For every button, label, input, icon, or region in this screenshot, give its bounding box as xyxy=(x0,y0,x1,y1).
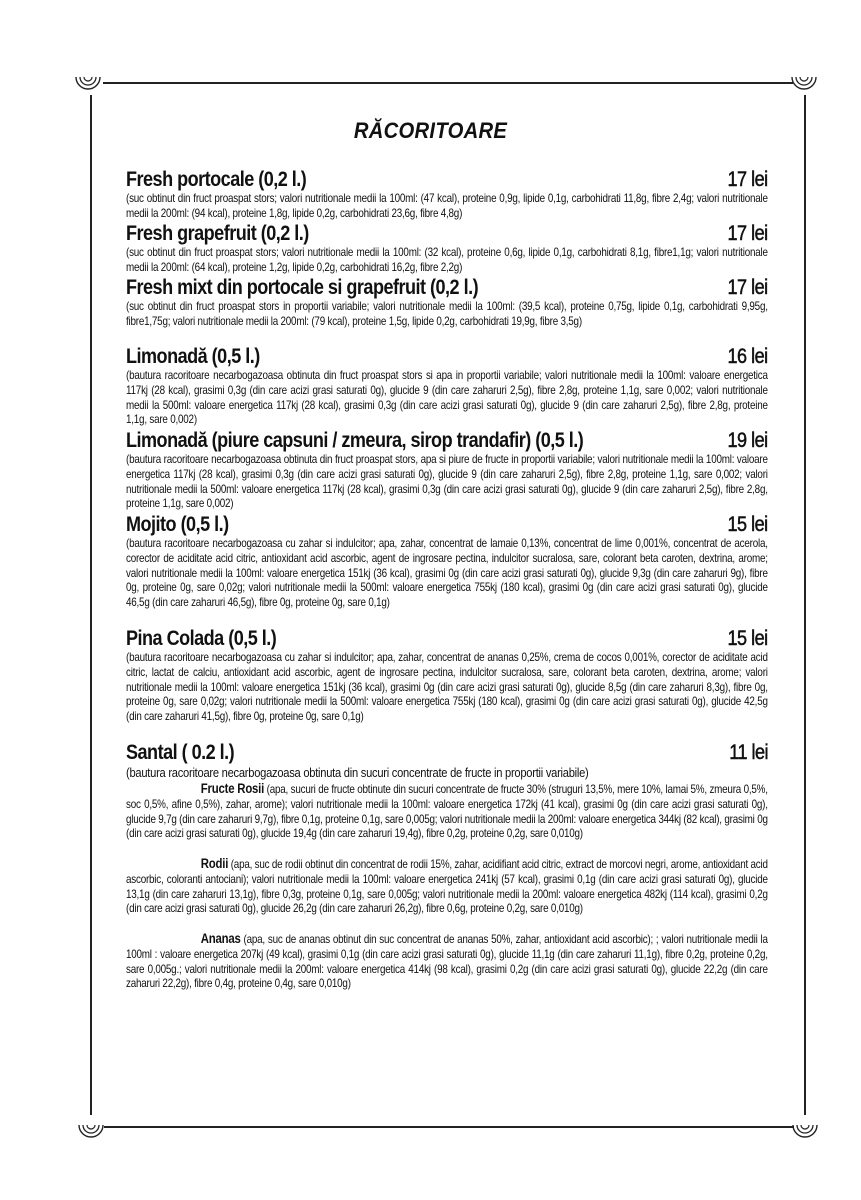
menu-item xyxy=(126,168,768,222)
variant-name: Ananas xyxy=(200,932,241,946)
variant-description: (apa, suc de ananas obtinut din suc concentrat de ananas 50%, zahar, antioxidant acid ascorbic); ; valori nutritionale medii la 100ml : valoare energetica 207kj (49 kcal), grasimi 0,1g (din care acizi grasi saturati 0g), glucide 11,1g (din care zaharuri 11,1g), fibre 0,2g, proteine 0,2g, sare 0,005g.; valori nutritionale medii la 200ml: valoare energetica 414kj (98 kcal), grasimi 0,2g (din care acizi grasi saturati 0g), glucide 22,2g (din care zaharuri 22,2g), fibre 0,4g, proteine 0,4g, sare 0,010g) xyxy=(126,933,768,991)
frame-left-border xyxy=(90,95,92,1115)
item-name: Fresh mixt din portocale si grapefruit (0,2 l.) xyxy=(126,276,479,299)
item-description: (bautura racoritoare necarbogazoasa obtinuta din fruct proaspat stors, apa si piure de fructe in proportii variabile; valori nutritionale medii la 100ml: valoare energetica 117kj (28 kcal), grasimi 0,3g (din care acizi grasi saturati 0g), glucide 9 (din care zaharuri 2,5g), fibre 2,8g, proteine 1,1g, sare 0,002; valori nutritionale medii la 500ml: valoare energetica 117kj (28 kcal), grasimi 0,3g (din care acizi grasi saturati 0g), glucide 9 (din care zaharuri 2,5g), fibre 2,8g, proteine 1,1g, sare 0,002) xyxy=(126,453,768,511)
menu-item xyxy=(126,222,768,276)
item-description: (bautura racoritoare necarbogazoasa obtinuta din sucuri concentrate de fructe in proportii variabile) xyxy=(126,765,589,780)
menu-item xyxy=(126,345,768,429)
item-name: Santal ( 0.2 l.) xyxy=(126,741,235,764)
item-name: Limonadă (piure capsuni / zmeura, sirop trandafir) (0,5 l.) xyxy=(126,429,584,452)
corner-ornament-bottom-left-icon xyxy=(76,1119,106,1149)
item-price: 11 lei xyxy=(729,741,768,764)
menu-item xyxy=(126,429,768,513)
menu-item xyxy=(126,276,768,345)
item-description: (suc obtinut din fruct proaspat stors in proportii variabile; valori nutritionale medii la 100ml: (39,5 kcal), proteine 0,75g, lipide 0,1g, carbohidrati 9,95g, fibre1,75g; valori nutritionale medii la 200ml: (79 kcal), proteine 1,5g, lipide 0,2g, carbohidrati 19,9g, fibre 3,5g) xyxy=(126,300,768,328)
frame-top-border xyxy=(103,82,793,84)
santal-variant xyxy=(126,932,768,992)
item-price: 17 lei xyxy=(727,168,768,191)
menu-content xyxy=(126,168,768,1007)
item-price: 15 lei xyxy=(727,627,768,650)
frame-right-border xyxy=(804,95,806,1115)
corner-ornament-top-left-icon xyxy=(73,66,103,96)
item-name: Pina Colada (0,5 l.) xyxy=(126,627,277,650)
item-name: Limonadă (0,5 l.) xyxy=(126,345,260,368)
variant-name: Rodii xyxy=(200,857,229,871)
item-description: (bautura racoritoare necarbogazoasa cu zahar si indulcitor; apa, zahar, concentrat de lamaie 0,13%, concentrat de lime 0,001%, concentrat de acerola, corector de aciditate acid citric, antioxidant acid ascorbic, agent de ingrosare pectina, indulcitor sucralosa, sare, colorant beta caroten, dextrina, arome; valori nutritionale medii la 100ml: valoare energetica 151kj (36 kcal), grasimi 0g (din care acizi grasi saturati 0g), glucide 9,3g (din care zaharuri 9g), fibre 0g, proteine 0g, sare 0,02g; valori nutritionale medii la 500ml: valoare energetica 755kj (180 kcal), grasimi 0g (din care acizi grasi saturati 0g), glucide 46,5g (din care zaharuri 46,5g), fibre 0g, proteine 0g, sare 0,1g) xyxy=(126,537,768,610)
item-description: (suc obtinut din fruct proaspat stors; valori nutritionale medii la 100ml: (32 kcal), proteine 0,6g, lipide 0,1g, carbohidrati 8,1g, fibre1,1g; valori nutritionale medii la 200ml: (64 kcal), proteine 1,2g, lipide 0,2g, carbohidrati 16,2g, fibre 2,2g) xyxy=(126,246,768,274)
menu-item-santal xyxy=(126,741,768,1007)
item-price: 17 lei xyxy=(727,276,768,299)
item-name: Mojito (0,5 l.) xyxy=(126,513,229,536)
variant-name: Fructe Rosii xyxy=(200,782,265,796)
santal-variant xyxy=(126,857,768,917)
corner-ornament-top-right-icon xyxy=(789,66,819,96)
variant-description: (apa, sucuri de fructe obtinute din sucuri concentrate de fructe 30% (struguri 13,5%, mere 10%, lamai 5%, zmeura 0,5%, soc 0,5%, afine 0,5%), zahar, arome); valori nutritionale medii la 100ml: valoare energetica 172kj (41 kcal), grasimi 0g (din care acizi grasi saturati 0g), glucide 9,7g (din care zaharuri 9,7g), fibre 0,1g, proteine 0,1g, sare 0,005g; valori nutritionale medii la 200ml: valoare energetica 344kj (82 kcal), grasimi 0g (din care acizi grasi saturati 0g), glucide 19,4g (din care zaharuri 19,4g), fibre 0,2g, proteine 0,2g, sare 0,010g) xyxy=(126,783,768,841)
menu-item xyxy=(126,627,768,741)
santal-variant xyxy=(126,782,768,842)
item-name: Fresh grapefruit (0,2 l.) xyxy=(126,222,309,245)
corner-ornament-bottom-right-icon xyxy=(790,1119,820,1149)
item-description: (bautura racoritoare necarbogazoasa cu zahar si indulcitor; apa, zahar, concentrat de ananas 0,25%, crema de cocos 0,001%, corector de aciditate acid citric, lactat de calciu, antioxidant acid ascorbic, agent de ingrosare pectina, indulcitor sucralosa, sare, colorant beta caroten, dextrina, arome; valori nutritionale medii la 100ml: valoare energetica 151kj (36 kcal), grasimi 0g (din care acizi grasi saturati 0g), glucide 8,5g (din care zaharuri 8,3g), fibre 0g, proteine 0g, sare 0,02g; valori nutritionale medii la 500ml: valoare energetica 755kj (180 kcal), grasimi 0g (din care acizi grasi saturati 0g), glucide 42,5g (din care zaharuri 41,5g), fibre 0g, proteine 0g, sare 0,1g) xyxy=(126,651,768,724)
frame-bottom-border xyxy=(104,1126,794,1128)
menu-item xyxy=(126,513,768,627)
item-price: 17 lei xyxy=(727,222,768,245)
item-price: 19 lei xyxy=(727,429,768,452)
item-price: 15 lei xyxy=(727,513,768,536)
variant-description: (apa, suc de rodii obtinut din concentrat de rodii 15%, zahar, acidifiant acid citric, extract de morcovi negri, arome, antioxidant acid ascorbic, coloranti antociani); valori nutritionale medii la 100ml: valoare energetica 241kj (57 kcal), grasimi 0,1g (din care acizi grasi saturati 0g), glucide 13,1g (din care zaharuri 13,1g), fibre 0,3g, proteine 0,1g, sare 0,005g; valori nutritionale medii la 200ml: valoare energetica 482kj (114 kcal), grasimi 0,2g (din care acizi grasi saturati 0g), glucide 26,2g (din care zaharuri 26,2g), fibre 0,6g, proteine 0,2g, sare 0,010g) xyxy=(126,858,768,916)
item-price: 16 lei xyxy=(727,345,768,368)
page-title: RĂCORITOARE xyxy=(353,118,508,143)
item-description: (bautura racoritoare necarbogazoasa obtinuta din fruct proaspat stors si apa in proportii variabile; valori nutritionale medii la 100ml: valoare energetica 117kj (28 kcal), grasimi 0,3g (din care acizi grasi saturati 0g), glucide 9 (din care zaharuri 2,5g), fibre 2,8g, proteine 1,1g, sare 0,002; valori nutritionale medii la 500ml: valoare energetica 117kj (28 kcal), grasimi 0,3g (din care acizi grasi saturati 0g), glucide 9 (din care zaharuri 2,5g), fibre 2,8g, proteine 1,1g, sare 0,002) xyxy=(126,369,768,427)
item-description: (suc obtinut din fruct proaspat stors; valori nutritionale medii la 100ml: (47 kcal), proteine 0,9g, lipide 0,1g, carbohidrati 11,8g, fibre 2,4g; valori nutritionale medii la 200ml: (94 kcal), proteine 1,8g, lipide 0,2g, carbohidrati 23,6g, fibre 4,8g) xyxy=(126,192,768,220)
item-name: Fresh portocale (0,2 l.) xyxy=(126,168,307,191)
